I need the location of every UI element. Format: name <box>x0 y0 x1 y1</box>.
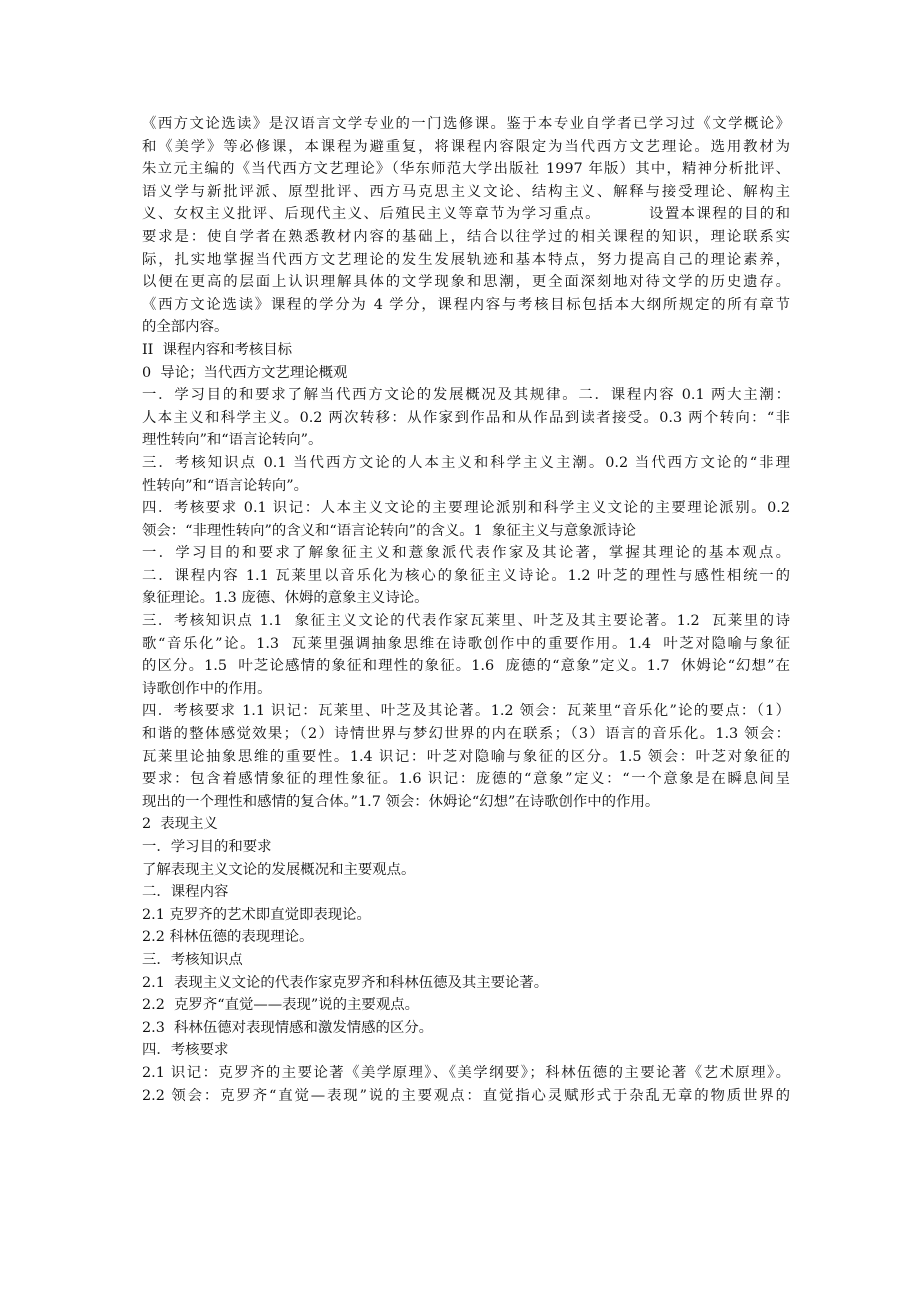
subsection-heading: 三．考核知识点 <box>142 951 243 968</box>
text-line: 象征理论。1.3 庞德、休姆的意象主义诗论。 <box>142 590 429 607</box>
text-line: 2.1 识记：克罗齐的主要论著《美学原理》、《美学纲要》；科林伍德的主要论著《艺术原理》。 <box>142 1064 790 1081</box>
text-line: 性转向”和“语言论转向”。 <box>142 477 308 494</box>
text-line: 2.3 科林伍德对表现情感和激发情感的区分。 <box>142 1019 434 1036</box>
text-line: 诗歌创作中的作用。 <box>142 680 272 697</box>
text-line: 四．考核要求 0.1 识记：人本主义文论的主要理论派别和科学主义文论的主要理论派别。0.2 <box>142 500 790 517</box>
chapter-heading: 2 表现主义 <box>142 816 218 833</box>
text-line: 二．课程内容 1.1 瓦莱里以音乐化为核心的象征主义诗论。1.2 叶芝的理性与感性相统一的 <box>142 567 790 584</box>
text-line: 2.1 表现主义文论的代表作家克罗齐和科林伍德及其主要论著。 <box>142 974 549 991</box>
text-line: 朱立元主编的《当代西方文艺理论》（华东师范大学出版社 1997 年版）其中，精神分析批评、 <box>142 161 790 178</box>
text-line: 和《美学》等必修课，本课程为避重复，将课程内容限定为当代西方文艺理论。选用教材为 <box>142 138 790 155</box>
text-line: 瓦莱里论抽象思维的重要性。1.4 识记：叶芝对隐喻与象征的区分。1.5 领会：叶芝对象征的 <box>142 748 790 765</box>
text-line: 的区分。1.5 叶芝论感情的象征和理性的象征。1.6 庞德的“意象”定义。1.7 休姆论“幻想”在 <box>142 658 790 675</box>
text-line: 现出的一个理性和感情的复合体。”1.7 领会：休姆论“幻想”在诗歌创作中的作用。 <box>142 793 660 810</box>
text-line: 理性转向”和“语言论转向”。 <box>142 432 323 449</box>
document-body <box>142 113 790 1107</box>
text-line: 一．学习目的和要求了解当代西方文论的发展概况及其规律。二．课程内容 0.1 两大主潮： <box>142 387 790 404</box>
text-line: 的全部内容。 <box>142 319 229 336</box>
text-line: 2.2 科林伍德的表现理论。 <box>142 929 314 946</box>
text-line: 了解表现主义文论的发展概况和主要观点。 <box>142 861 416 878</box>
text-line: 2.1 克罗齐的艺术即直觉即表现论。 <box>142 906 371 923</box>
subsection-heading: 二．课程内容 <box>142 884 229 901</box>
text-line: 歌“音乐化”论。1.3 瓦莱里强调抽象思维在诗歌创作中的重要作用。1.4 叶芝对隐喻与象征 <box>142 635 790 652</box>
text-line: 三．考核知识点 0.1 当代西方文论的人本主义和科学主义主潮。0.2 当代西方文论的“非理 <box>142 454 790 471</box>
text-line: 以便在更高的层面上认识理解具体的文学现象和思潮，更全面深刻地对待文学的历史遗存。 <box>142 274 790 291</box>
text-line: 际，扎实地掌握当代西方文艺理论的发生发展轨迹和基本特点，努力提高自己的理论素养， <box>142 251 790 268</box>
text-line: 领会：“非理性转向”的含义和“语言论转向”的含义。1 象征主义与意象派诗论 <box>142 522 636 539</box>
text-line: 《西方文论选读》是汉语言文学专业的一门选修课。鉴于本专业自学者已学习过《文学概论》 <box>142 116 790 132</box>
text-line: 人本主义和科学主义。0.2 两次转移：从作家到作品和从作品到读者接受。0.3 两个转向：“非 <box>142 409 790 426</box>
text-line: 语义学与新批评派、原型批评、西方马克思主义文论、结构主义、解释与接受理论、解构主 <box>142 183 790 200</box>
text-line: 2.2 克罗齐“直觉——表现”说的主要观点。 <box>142 997 419 1014</box>
text-line: 义、女权主义批评、后现代主义、后殖民主义等章节为学习重点。 设置本课程的目的和 <box>142 206 790 223</box>
text-line: 一．学习目的和要求了解象征主义和薏象派代表作家及其论著，掌握其理论的基本观点。 <box>142 545 790 562</box>
text-line: 2.2 领会：克罗齐“直觉—表现”说的主要观点：直觉指心灵赋形式于杂乱无章的物质世界的 <box>142 1087 790 1104</box>
text-line: 三．考核知识点 1.1 象征主义文论的代表作家瓦莱里、叶芝及其主要论著。1.2 瓦莱里的诗 <box>142 613 790 630</box>
subsection-heading: 一．学习目的和要求 <box>142 839 272 855</box>
text-line: 和谐的整体感觉效果；（2）诗情世界与梦幻世界的内在联系；（3）语言的音乐化。1.3 领会： <box>142 726 790 743</box>
text-line: 要求是：使自学者在熟悉教材内容的基础上，结合以往学过的相关课程的知识，理论联系实 <box>142 228 790 245</box>
subsection-heading: 四．考核要求 <box>142 1042 229 1059</box>
chapter-heading: 0 导论；当代西方文艺理论概观 <box>142 364 348 381</box>
text-line: 要求：包含着感情象征的理性象征。1.6 识记：庞德的“意象”定义：“一个意象是在瞬息间呈 <box>142 771 790 788</box>
section-heading: II 课程内容和考核目标 <box>142 341 293 358</box>
text-line: 四．考核要求 1.1 识记：瓦莱里、叶芝及其论著。1.2 领会：瓦莱里“音乐化”论的要点：（1） <box>142 703 790 720</box>
text-line: 《西方文论选读》课程的学分为 4 学分，课程内容与考核目标包括本大纲所规定的所有章节 <box>142 296 790 313</box>
